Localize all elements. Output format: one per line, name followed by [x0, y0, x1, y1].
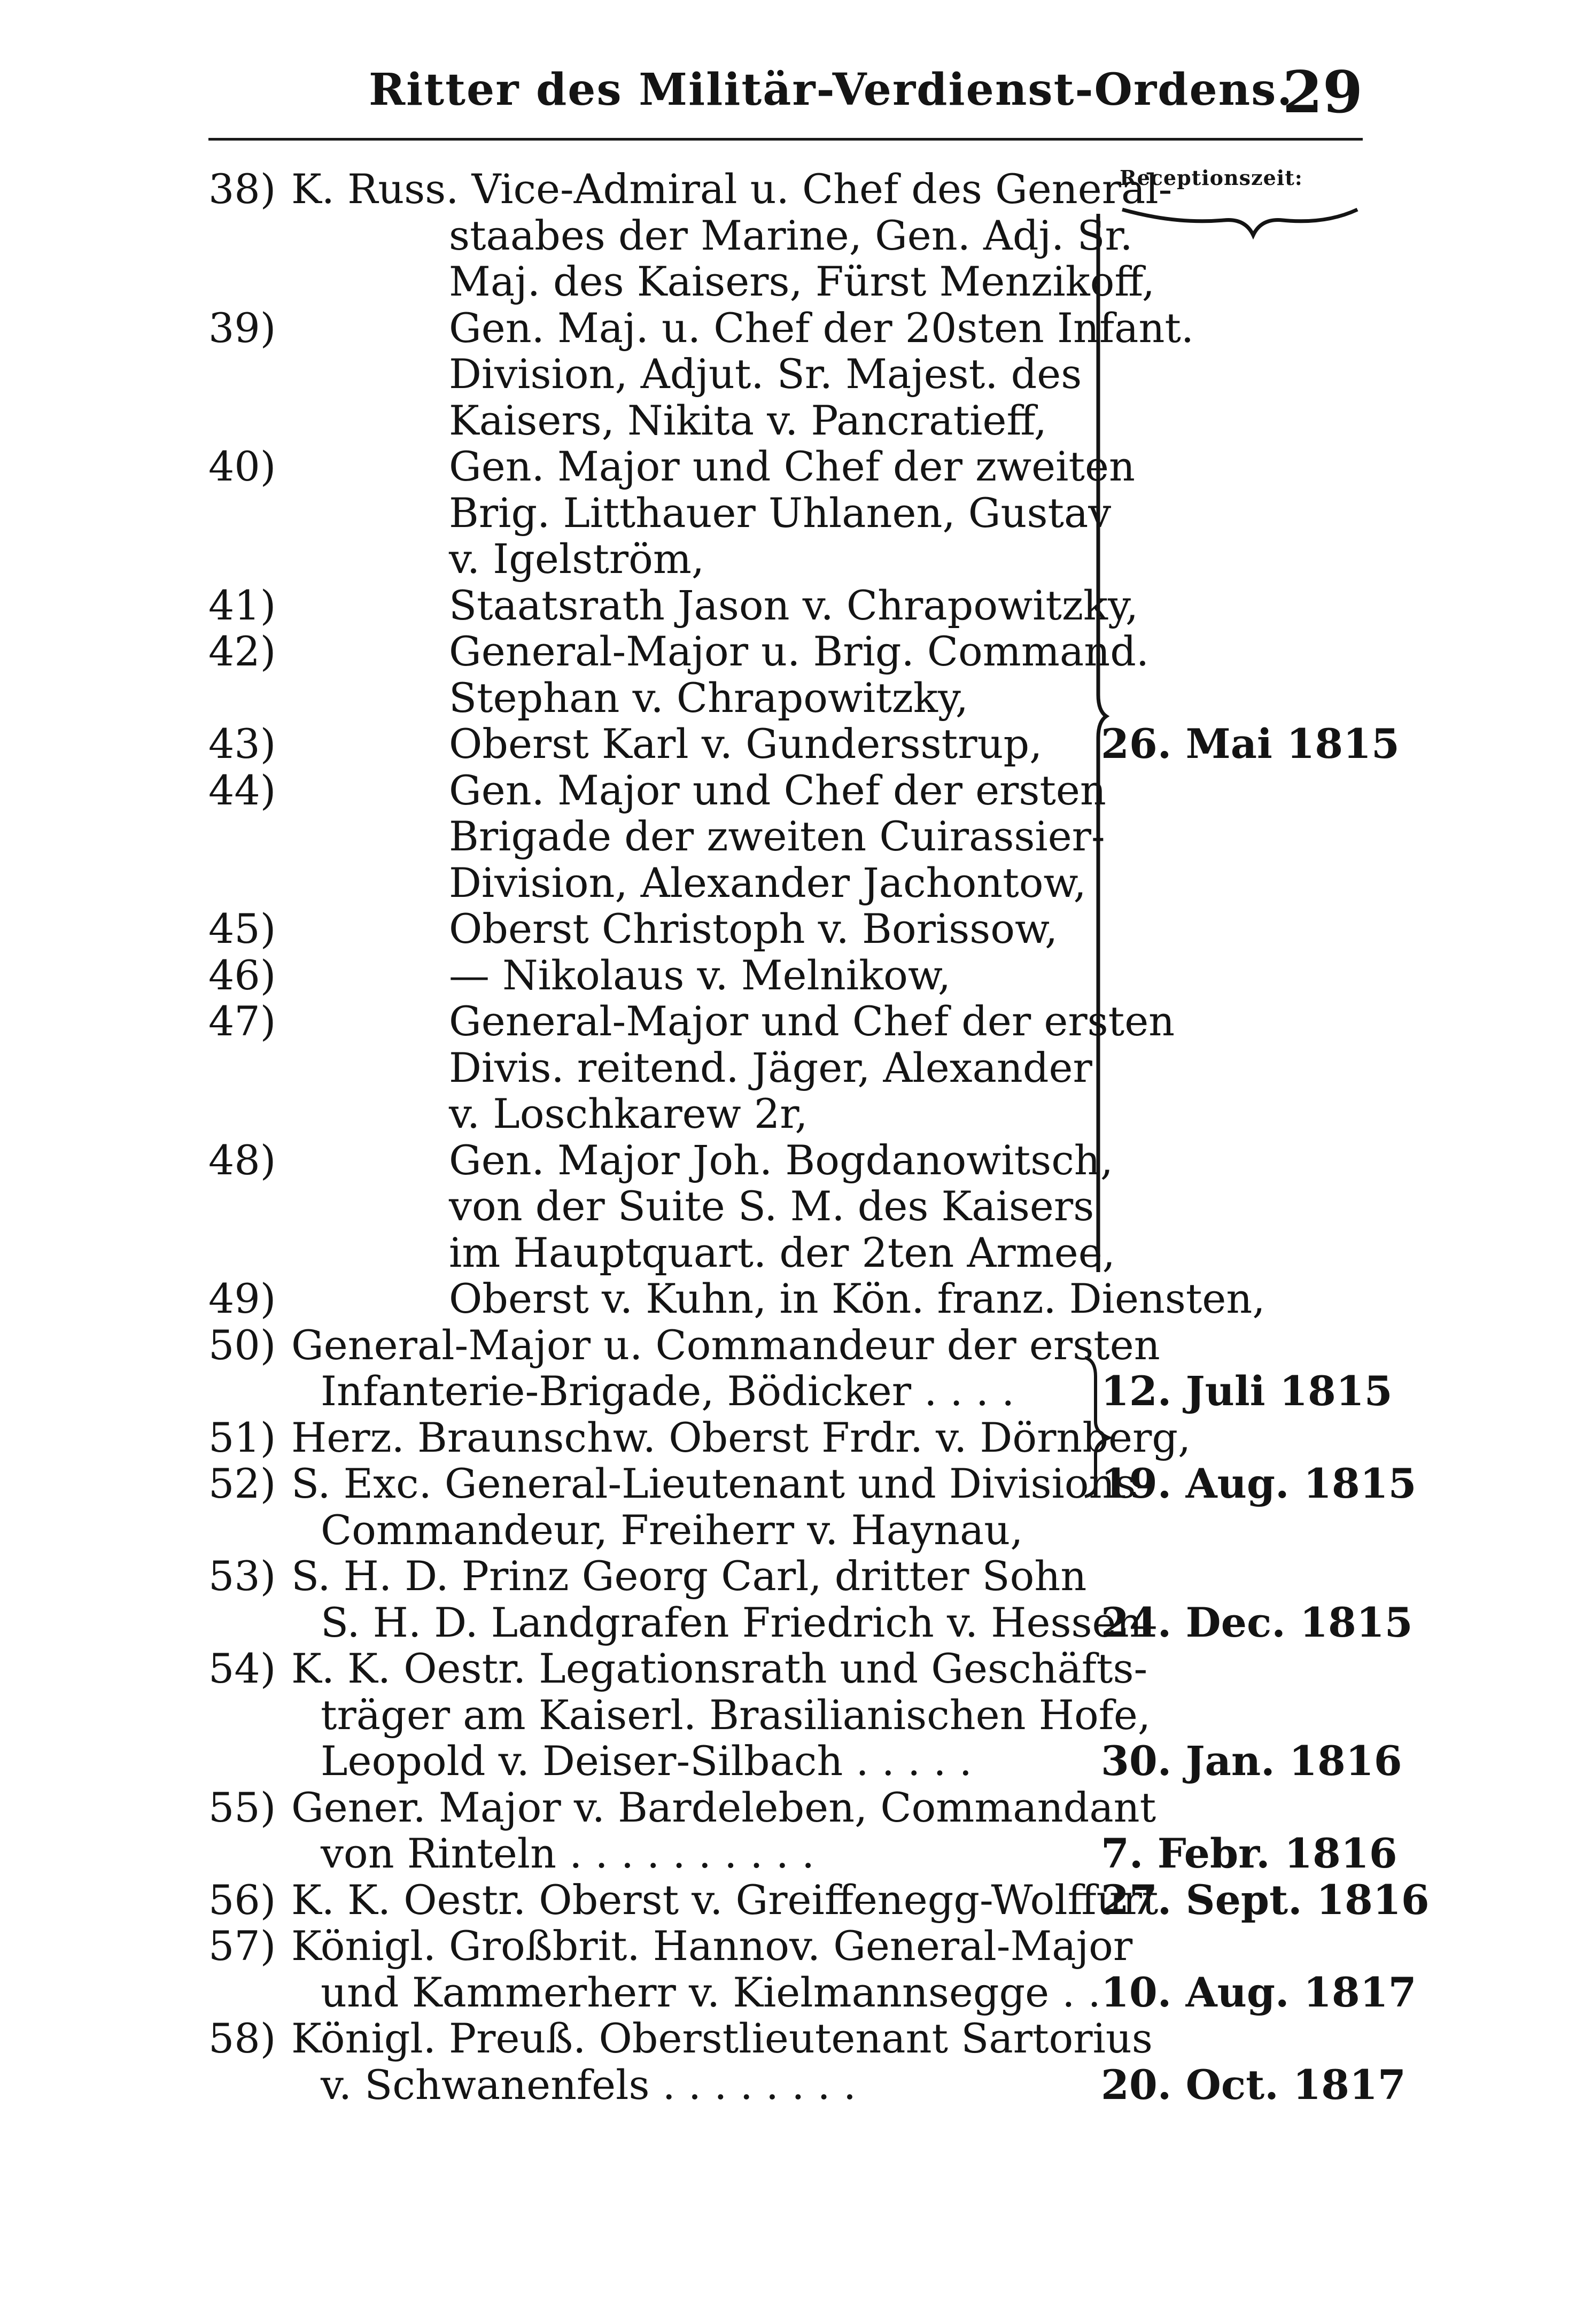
entry-number: 49): [208, 1275, 276, 1322]
reception-date: 12. Juli 1815: [1101, 1367, 1393, 1415]
entry-number: 44): [208, 766, 276, 814]
entry-line: Kaisers, Nikita v. Pancratieff,: [449, 396, 1047, 444]
entry-line: v. Loschkarew 2r,: [449, 1090, 808, 1137]
entry-line: Gen. Maj. u. Chef der 20sten Infant.: [449, 304, 1194, 352]
reception-date: 24. Dec. 1815: [1101, 1598, 1413, 1646]
entry-line: Gen. Major und Chef der ersten: [449, 766, 1106, 814]
entry-number: 45): [208, 905, 276, 952]
entry-line: Division, Adjut. Sr. Majest. des: [449, 350, 1082, 398]
entry-number: 41): [208, 581, 276, 629]
entry-line: S. H. D. Landgrafen Friedrich v. Hessen: [321, 1598, 1143, 1646]
entry-number: 46): [208, 951, 276, 999]
entry-number: 39): [208, 304, 276, 352]
reception-date: 30. Jan. 1816: [1101, 1737, 1402, 1785]
entry-number: 47): [208, 997, 276, 1045]
entry-line: Infanterie-Brigade, Bödicker . . . .: [321, 1367, 1015, 1415]
entry-line: im Hauptquart. der 2ten Armee,: [449, 1228, 1115, 1276]
entry-line: Brigade der zweiten Cuirassier-: [449, 812, 1105, 860]
entry-number: 54): [208, 1645, 276, 1692]
entry-line: Division, Alexander Jachontow,: [449, 858, 1086, 907]
entry-line: Leopold v. Deiser-Silbach . . . . .: [321, 1737, 972, 1785]
entry-line: Königl. Preuß. Oberstlieutenant Sartorius: [291, 2015, 1153, 2062]
entry-line: und Kammerherr v. Kielmannsegge . .: [321, 1968, 1101, 2016]
reception-date: 27. Sept. 1816: [1101, 1876, 1430, 1924]
entry-line: Gen. Major und Chef der zweiten: [449, 443, 1135, 490]
reception-column-heading: Receptionszeit:: [1120, 166, 1303, 190]
entry-line: Gener. Major v. Bardeleben, Commandant: [291, 1783, 1156, 1831]
entry-line: Commandeur, Freiherr v. Haynau,: [321, 1506, 1023, 1554]
entry-line: v. Igelström,: [449, 535, 705, 583]
heading-brace: [1122, 210, 1357, 235]
reception-date: 7. Febr. 1816: [1101, 1830, 1397, 1877]
entry-line: Gen. Major Joh. Bogdanowitsch,: [449, 1136, 1113, 1184]
entry-line: S. H. D. Prinz Georg Carl, dritter Sohn: [291, 1552, 1087, 1600]
entry-number: 40): [208, 443, 276, 490]
entry-number: 53): [208, 1552, 276, 1600]
entry-line: träger am Kaiserl. Brasilianischen Hofe,: [321, 1691, 1151, 1739]
entry-line: K. K. Oestr. Oberst v. Greiffenegg-Wolffurt: [291, 1876, 1159, 1924]
entry-line: von der Suite S. M. des Kaisers: [449, 1182, 1094, 1230]
running-title: Ritter des Militär-Verdienst-Ordens.: [369, 64, 1293, 115]
reception-date: 20. Oct. 1817: [1101, 2060, 1406, 2109]
entry-number: 58): [208, 2015, 276, 2062]
entry-number: 51): [208, 1413, 276, 1461]
entry-line: v. Schwanenfels . . . . . . . .: [321, 2060, 856, 2109]
entry-number: 42): [208, 628, 276, 675]
entry-line: Staatsrath Jason v. Chrapowitzky,: [449, 581, 1139, 629]
entry-number: 38): [208, 165, 276, 213]
entry-line: Oberst Karl v. Gundersstrup,: [449, 720, 1043, 768]
entry-line: staabes der Marine, Gen. Adj. Sr.: [449, 211, 1133, 259]
entry-number: 43): [208, 720, 276, 768]
entry-line: K. Russ. Vice-Admiral u. Chef des General-: [291, 165, 1173, 213]
entry-line: Königl. Großbrit. Hannov. General-Major: [291, 1922, 1133, 1970]
reception-date: 26. Mai 1815: [1101, 720, 1400, 768]
entry-line: Herz. Braunschw. Oberst Frdr. v. Dörnberg,: [291, 1413, 1191, 1461]
reception-date: 19. Aug. 1815: [1101, 1460, 1417, 1507]
entry-line: General-Major u. Commandeur der ersten: [291, 1321, 1160, 1369]
entry-line: Maj. des Kaisers, Fürst Menzikoff,: [449, 258, 1155, 305]
entry-line: Brig. Litthauer Uhlanen, Gustav: [449, 489, 1112, 537]
entry-number: 52): [208, 1460, 276, 1507]
entry-line: Divis. reitend. Jäger, Alexander: [449, 1043, 1092, 1091]
entry-number: 48): [208, 1136, 276, 1184]
entry-line: von Rinteln . . . . . . . . . .: [321, 1830, 815, 1877]
entry-line: K. K. Oestr. Legationsrath und Geschäfts-: [291, 1645, 1148, 1692]
entry-number: 57): [208, 1922, 276, 1970]
entry-number: 50): [208, 1321, 276, 1369]
entry-line: General-Major und Chef der ersten: [449, 997, 1175, 1045]
reception-date: 10. Aug. 1817: [1101, 1968, 1417, 2016]
entry-line: Stephan v. Chrapowitzky,: [449, 673, 968, 722]
entry-number: 55): [208, 1783, 276, 1831]
entry-line: — Nikolaus v. Melnikow,: [449, 951, 951, 999]
entry-line: S. Exc. General-Lieutenant und Divisions-: [291, 1460, 1150, 1507]
entry-number: 56): [208, 1876, 276, 1924]
entry-line: General-Major u. Brig. Command.: [449, 628, 1149, 675]
entry-line: Oberst v. Kuhn, in Kön. franz. Diensten,: [449, 1275, 1265, 1322]
entry-line: Oberst Christoph v. Borissow,: [449, 905, 1058, 952]
page-number: 29: [1282, 59, 1363, 126]
